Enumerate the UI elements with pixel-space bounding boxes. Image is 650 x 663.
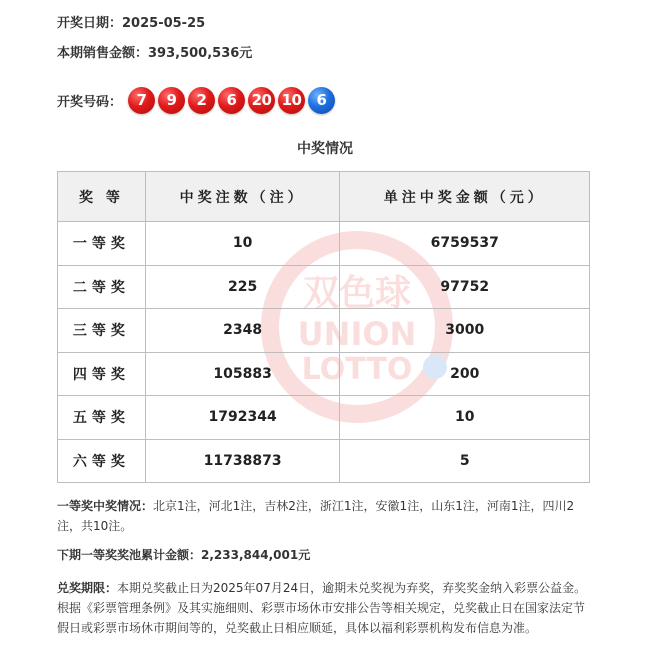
- prize-amount-cell: 200: [340, 352, 590, 396]
- first-prize-distribution-text: 北京1注，河北1注，吉林2注，浙江1注，安徽1注，山东1注，河南1注，四川2注，共10注。: [57, 499, 575, 533]
- first-prize-distribution-label: 一等奖中奖情况：: [57, 499, 154, 513]
- sales-amount-value: 393,500,536元: [148, 46, 253, 61]
- claim-deadline-note: [57, 578, 590, 638]
- column-header-amount: 单注中奖金额（元）: [340, 172, 590, 222]
- prize-table: [57, 171, 590, 483]
- sales-amount-label: 本期销售金额：: [57, 46, 149, 61]
- table-header-row: [58, 172, 590, 222]
- red-ball: 6: [218, 87, 245, 114]
- prize-amount-cell: 5: [340, 439, 590, 483]
- draw-date-line: [57, 12, 205, 31]
- blue-ball: 6: [308, 87, 335, 114]
- red-ball: 10: [278, 87, 305, 114]
- claim-deadline-text: 本期兑奖截止日为2025年07月24日，逾期未兑奖视为弃奖，弃奖奖金纳入彩票公益金。根据《彩票管理条例》及其实施细则、彩票市场休市安排公告等相关规定，兑奖截止日在国家法定节假日或彩票市场休市期间等的，兑奖截止日相应顺延，具体以福利彩票机构发布信息为准。: [57, 581, 587, 635]
- winner-count-cell: 11738873: [145, 439, 340, 483]
- watermark-text-mid: UNION: [297, 315, 417, 353]
- column-header-count: 中奖注数（注）: [145, 172, 340, 222]
- table-row: [58, 265, 590, 309]
- watermark-text-top: 双色球: [302, 273, 412, 314]
- red-ball: 2: [188, 87, 215, 114]
- winner-count-cell: 10: [145, 222, 340, 266]
- claim-deadline-label: 兑奖期限：: [57, 581, 118, 595]
- prize-amount-cell: 97752: [340, 265, 590, 309]
- prize-level-cell: 四等奖: [58, 352, 146, 396]
- table-row: [58, 222, 590, 266]
- prize-level-cell: 五等奖: [58, 396, 146, 440]
- prize-level-cell: 二等奖: [58, 265, 146, 309]
- draw-date-value: 2025-05-25: [122, 16, 206, 31]
- jackpot-pool-label: 下期一等奖奖池累计金额：: [57, 548, 202, 562]
- winner-count-cell: 2348: [145, 309, 340, 353]
- prize-level-cell: 一等奖: [58, 222, 146, 266]
- jackpot-pool-value: 2,233,844,001元: [201, 548, 311, 562]
- watermark-text-bottom: LOTTO: [301, 352, 413, 387]
- table-row: [58, 309, 590, 353]
- prize-amount-cell: 10: [340, 396, 590, 440]
- draw-date-label: 开奖日期：: [57, 16, 123, 31]
- winner-count-cell: 105883: [145, 352, 340, 396]
- prize-section-title: 中奖情况: [297, 141, 353, 157]
- prize-amount-cell: 3000: [340, 309, 590, 353]
- winner-count-cell: 1792344: [145, 396, 340, 440]
- prize-amount-cell: 6759537: [340, 222, 590, 266]
- table-row: [58, 396, 590, 440]
- sales-amount-line: [57, 42, 252, 61]
- winning-numbers-row: [57, 84, 338, 116]
- table-row: [58, 352, 590, 396]
- prize-level-cell: 三等奖: [58, 309, 146, 353]
- prize-table-container: [57, 171, 590, 483]
- first-prize-distribution-note: [57, 496, 590, 536]
- column-header-level: 奖 等: [58, 172, 146, 222]
- winner-count-cell: 225: [145, 265, 340, 309]
- prize-level-cell: 六等奖: [58, 439, 146, 483]
- red-ball: 7: [128, 87, 155, 114]
- table-row: [58, 439, 590, 483]
- winning-numbers-label: 开奖号码：: [57, 94, 123, 110]
- red-ball: 20: [248, 87, 275, 114]
- red-ball: 9: [158, 87, 185, 114]
- jackpot-pool-note: [57, 545, 590, 565]
